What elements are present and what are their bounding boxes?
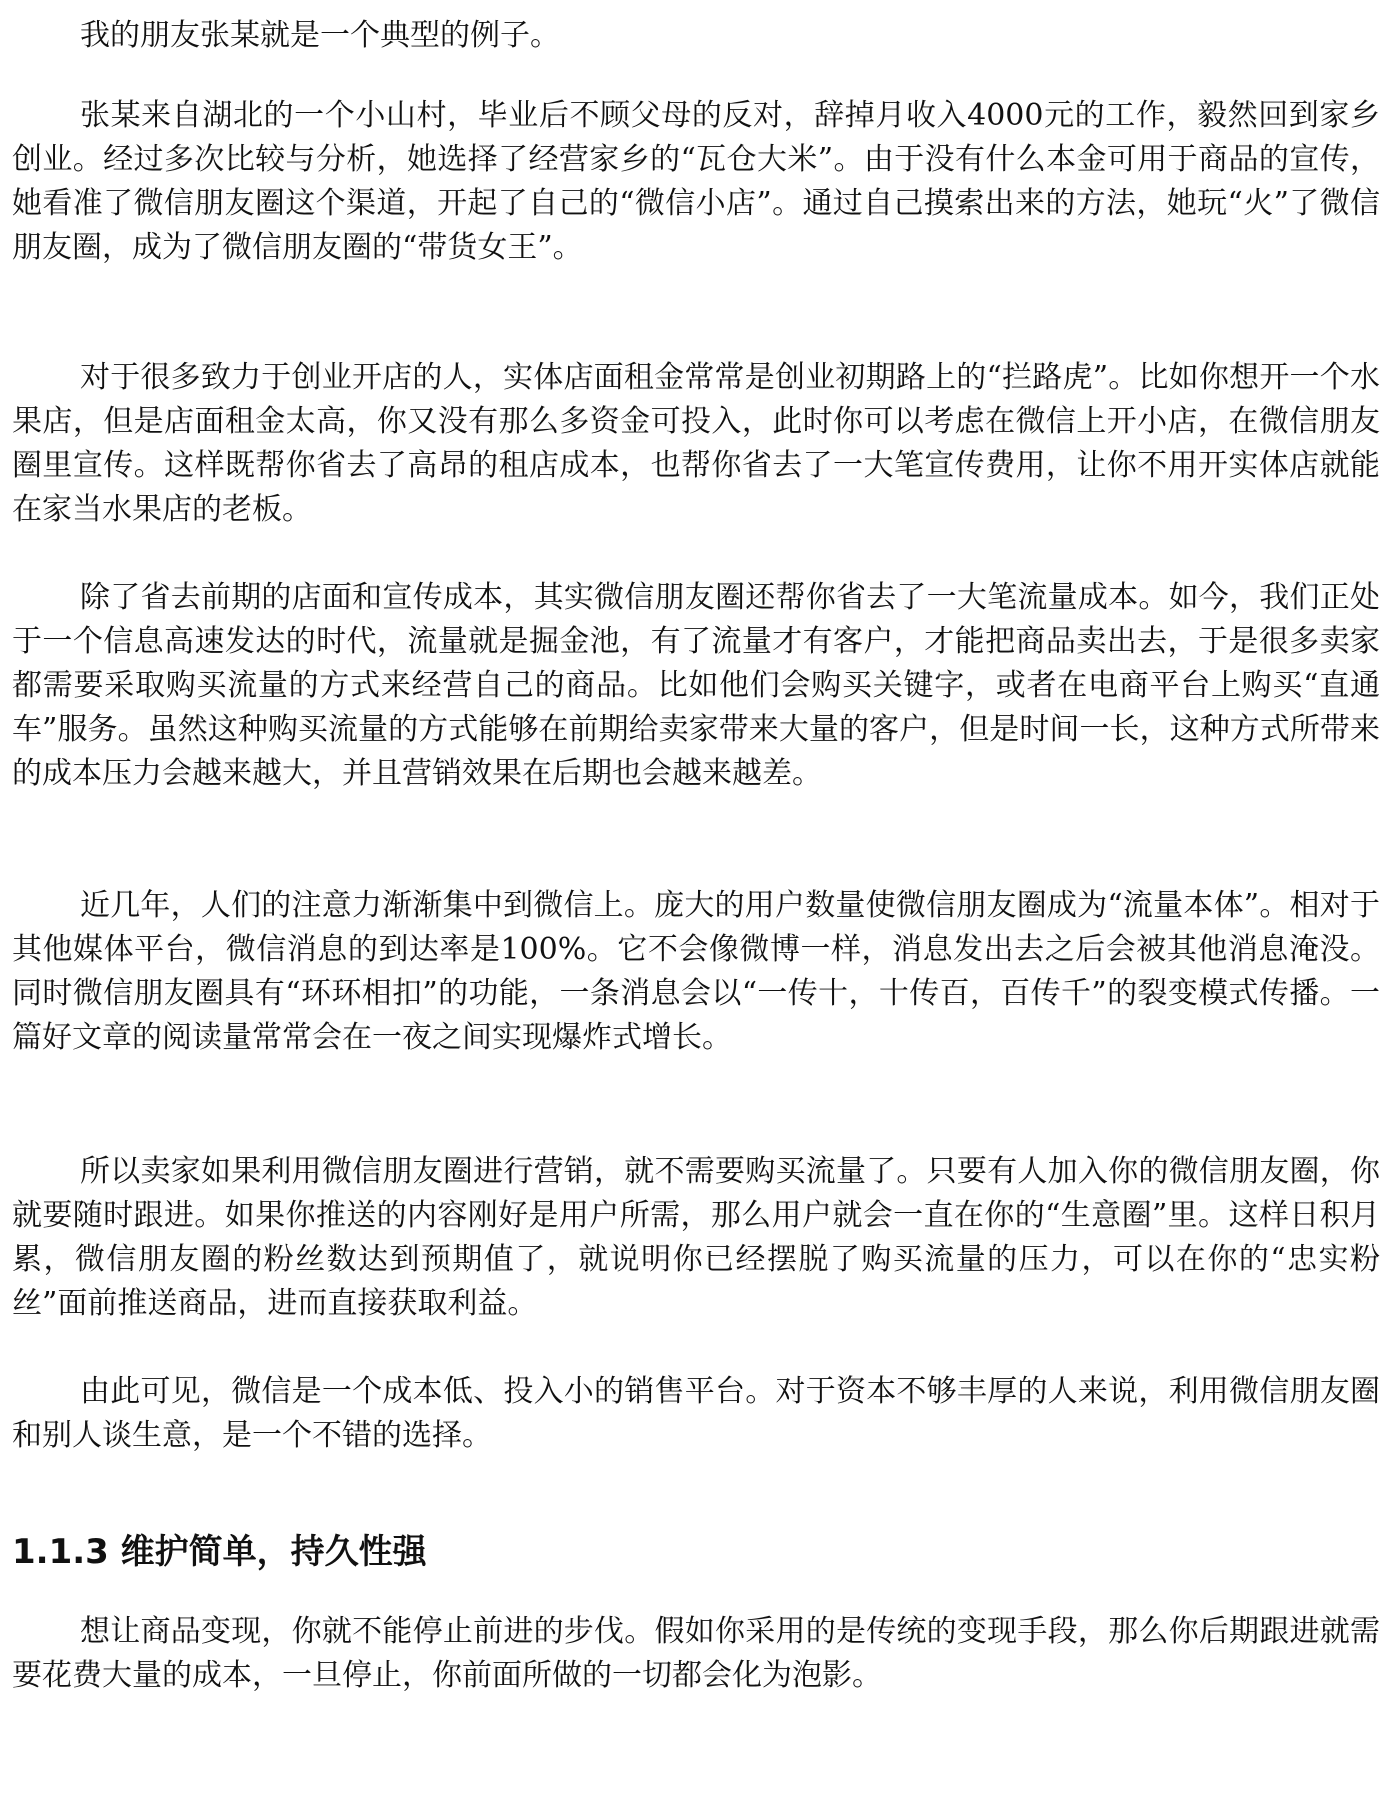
paragraph-1: 我的朋友张某就是一个典型的例子。	[80, 18, 560, 53]
paragraph-5: 近几年，人们的注意力渐渐集中到微信上。庞大的用户数量使微信朋友圈成为“流量本体”。相对于其他媒体平台，微信消息的到达率是100%。它不会像微博一样，消息发出去之后会被其他消息淹没。同时微信朋友圈具有“环环相扣”的功能，一条消息会以“一传十，十传百，百传千”的裂变模式传播。一篇好文章的阅读量常常会在一夜之间实现爆炸式增长。	[12, 888, 1380, 1055]
paragraph-3: 对于很多致力于创业开店的人，实体店面租金常常是创业初期路上的“拦路虎”。比如你想开一个水果店，但是店面租金太高，你又没有那么多资金可投入，此时你可以考虑在微信上开小店，在微信朋友圈里宣传。这样既帮你省去了高昂的租店成本，也帮你省去了一大笔宣传费用，让你不用开实体店就能在家当水果店的老板。	[12, 360, 1380, 527]
section-heading: 1.1.3 维护简单，持久性强	[12, 1532, 427, 1572]
paragraph-4: 除了省去前期的店面和宣传成本，其实微信朋友圈还帮你省去了一大笔流量成本。如今，我们正处于一个信息高速发达的时代，流量就是掘金池，有了流量才有客户，才能把商品卖出去，于是很多卖家都需要采取购买流量的方式来经营自己的商品。比如他们会购买关键字，或者在电商平台上购买“直通车”服务。虽然这种购买流量的方式能够在前期给卖家带来大量的客户，但是时间一长，这种方式所带来的成本压力会越来越大，并且营销效果在后期也会越来越差。	[12, 580, 1380, 791]
paragraph-2: 张某来自湖北的一个小山村，毕业后不顾父母的反对，辞掉月收入4000元的工作，毅然回到家乡创业。经过多次比较与分析，她选择了经营家乡的“瓦仓大米”。由于没有什么本金可用于商品的宣传，她看准了微信朋友圈这个渠道，开起了自己的“微信小店”。通过自己摸索出来的方法，她玩“火”了微信朋友圈，成为了微信朋友圈的“带货女王”。	[12, 98, 1380, 265]
paragraph-7: 由此可见，微信是一个成本低、投入小的销售平台。对于资本不够丰厚的人来说，利用微信朋友圈和别人谈生意，是一个不错的选择。	[12, 1374, 1380, 1453]
paragraph-8: 想让商品变现，你就不能停止前进的步伐。假如你采用的是传统的变现手段，那么你后期跟进就需要花费大量的成本，一旦停止，你前面所做的一切都会化为泡影。	[12, 1614, 1380, 1693]
paragraph-6: 所以卖家如果利用微信朋友圈进行营销，就不需要购买流量了。只要有人加入你的微信朋友圈，你就要随时跟进。如果你推送的内容刚好是用户所需，那么用户就会一直在你的“生意圈”里。这样日积月累，微信朋友圈的粉丝数达到预期值了，就说明你已经摆脱了购买流量的压力，可以在你的“忠实粉丝”面前推送商品，进而直接获取利益。	[12, 1154, 1380, 1321]
